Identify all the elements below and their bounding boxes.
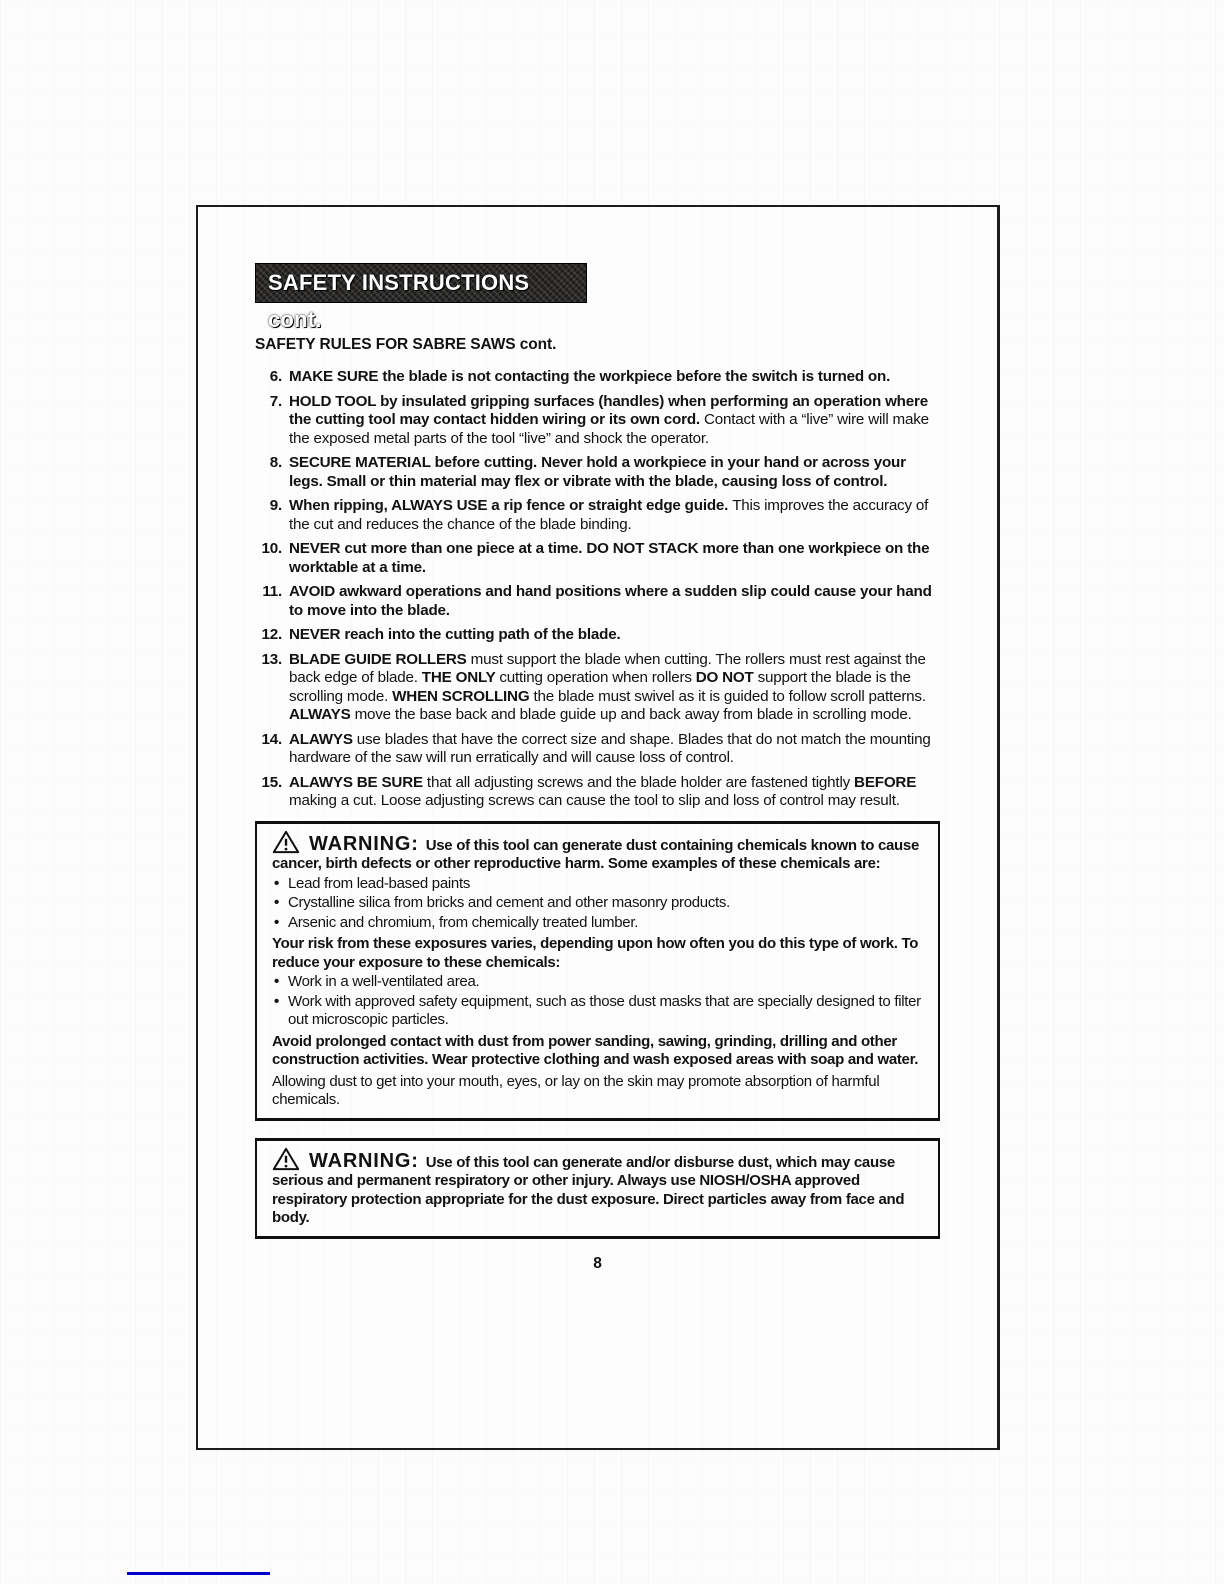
warning-triangle-icon: [272, 830, 300, 854]
rule-text: [289, 497, 940, 534]
warning-heading-text: Use of this tool can generate dust containing chemicals known to cause cancer, birth defects or other reproductive harm. Some examples of these chemicals are:: [272, 836, 920, 872]
warning-boxes: [255, 821, 940, 1239]
bold-text: THE ONLY: [421, 669, 500, 686]
rule-text: [289, 393, 940, 449]
warning-heading: [272, 830, 923, 874]
body-text: that all adjusting screws and the blade holder are fastened tightly: [426, 773, 855, 791]
bullet-icon: •: [274, 992, 279, 1010]
bold-text: AVOID awkward operations and hand positions where a sudden slip could cause your hand to move into the blade.: [289, 583, 932, 619]
warning-heading-text: Use of this tool can generate and/or disburse dust, which may cause serious and permanent respiratory or other injury. Always use NIOSH/OSHA approved respiratory protection appropriate for the dust exposure. Direct particles away from face and body.: [272, 1153, 905, 1226]
rule-text: [289, 540, 940, 577]
bullet-text: Lead from lead-based paints: [288, 874, 471, 892]
rule-item: [255, 731, 940, 768]
bullet-item: [272, 894, 923, 913]
rule-number: 7.: [269, 392, 282, 410]
warning-box: [255, 821, 940, 1121]
rule-item: [255, 583, 940, 620]
bold-text: When ripping, ALWAYS USE a rip fence or straight edge guide.: [289, 497, 733, 514]
warning-triangle-icon: [272, 1147, 300, 1171]
body-text: the blade must swivel as it is guided to follow scroll patterns.: [533, 687, 926, 705]
bullet-item: [272, 875, 923, 894]
body-text: must support the blade when cutting. The rollers must rest against the back edge of blade.: [289, 650, 926, 686]
rule-text: [289, 651, 940, 725]
warning-label: WARNING:: [309, 1149, 419, 1172]
body-text: support the blade is the scrolling mode.: [289, 669, 911, 705]
bullet-icon: •: [274, 973, 279, 990]
rule-text: [289, 626, 940, 645]
warning-bold-paragraph: Avoid prolonged contact with dust from power sanding, sawing, grinding, drilling and other construction activities. Wear protective clothing and wash exposed areas with soap and water.: [272, 1032, 919, 1068]
page-number: 8: [593, 1254, 602, 1272]
body-text: move the base back and blade guide up and back away from blade in scrolling mode.: [354, 706, 912, 723]
bullet-icon: •: [274, 894, 279, 911]
rule-text: [289, 368, 940, 387]
rule-item: [255, 540, 940, 577]
safety-rules-list: [255, 368, 940, 811]
bullet-item: [272, 914, 923, 933]
bullet-text: Crystalline silica from bricks and cement and other masonry products.: [288, 894, 730, 911]
bullet-text: Work in a well-ventilated area.: [288, 973, 480, 990]
section-banner: [255, 263, 587, 332]
rule-number: 12.: [261, 626, 282, 643]
rule-number: 13.: [261, 650, 282, 668]
bold-text: NEVER reach into the cutting path of the blade.: [289, 626, 621, 643]
body-text: use blades that have the correct size and shape. Blades that do not match the mounting hardware of the saw will run erratically and will cause loss of control.: [289, 730, 931, 766]
bullet-item: [272, 993, 923, 1030]
body-text: cutting operation when rollers: [499, 669, 696, 686]
rule-number: 10.: [261, 540, 282, 557]
rule-item: [255, 393, 940, 449]
bold-text: ALAWYS BE SURE: [289, 773, 427, 791]
rule-item: [255, 626, 940, 645]
footer-accent-line: [127, 1572, 270, 1575]
rule-text: [289, 583, 940, 620]
warning-box: [255, 1138, 940, 1239]
rule-number: 15.: [261, 773, 282, 791]
rule-text: [289, 731, 940, 768]
rule-number: 8.: [269, 454, 282, 471]
rule-text: [289, 774, 940, 811]
document-page: [196, 205, 1000, 1450]
rule-item: [255, 497, 940, 534]
rule-number: 11.: [262, 583, 282, 600]
rule-text: [289, 454, 940, 491]
warning-label: WARNING:: [309, 832, 419, 855]
bullet-text: Work with approved safety equipment, such as those dust masks that are specially designed to filter out microscopic particles.: [288, 992, 921, 1028]
bold-text: ALWAYS: [289, 706, 355, 723]
section-title: SAFETY RULES FOR SABRE SAWS cont.: [255, 336, 557, 353]
bullet-text: Arsenic and chromium, from chemically treated lumber.: [288, 913, 639, 931]
body-text: making a cut. Loose adjusting screws can cause the tool to slip and loss of control may result.: [289, 792, 900, 809]
bold-text: ALAWYS: [289, 730, 357, 748]
rule-item: [255, 368, 940, 387]
bold-text: BLADE GUIDE ROLLERS: [289, 650, 471, 668]
bold-text: NEVER cut more than one piece at a time. DO NOT STACK more than one workpiece on the worktable at a time.: [289, 540, 930, 576]
bullet-item: [272, 973, 923, 992]
rule-number: 6.: [269, 368, 282, 385]
bold-text: SECURE MATERIAL before cutting. Never hold a workpiece in your hand or across your legs. Small or thin material may flex or vibrate with the blade, causing loss of control.: [289, 454, 906, 490]
bold-text: WHEN SCROLLING: [392, 687, 534, 705]
rule-number: 14.: [261, 730, 282, 748]
bold-text: MAKE SURE the blade is not contacting the workpiece before the switch is turned on.: [289, 368, 891, 385]
rule-number: 9.: [269, 497, 282, 514]
bold-text: HOLD TOOL by insulated gripping surfaces (handles) when performing an operation where the cutting tool may contact hidden wiring or its own cord.: [289, 392, 928, 428]
rule-item: [255, 454, 940, 491]
rule-item: [255, 774, 940, 811]
warning-paragraph: Allowing dust to get into your mouth, eyes, or lay on the skin may promote absorption of harmful chemicals.: [272, 1072, 880, 1108]
warning-bold-paragraph: Your risk from these exposures varies, depending upon how often you do this type of work. To reduce your exposure to these chemicals:: [272, 935, 919, 971]
rule-item: [255, 651, 940, 725]
body-text: This improves the accuracy of the cut and reduces the chance of the blade binding.: [289, 497, 929, 533]
bold-text: BEFORE: [854, 773, 917, 791]
bullet-icon: •: [274, 874, 279, 892]
bullet-icon: •: [274, 913, 279, 931]
banner-text: SAFETY INSTRUCTIONS cont.: [268, 270, 530, 332]
body-text: Contact with a “live” wire will make the exposed metal parts of the tool “live” and shock the operator.: [289, 411, 929, 447]
bold-text: DO NOT: [695, 669, 758, 686]
warning-heading: [272, 1147, 923, 1228]
